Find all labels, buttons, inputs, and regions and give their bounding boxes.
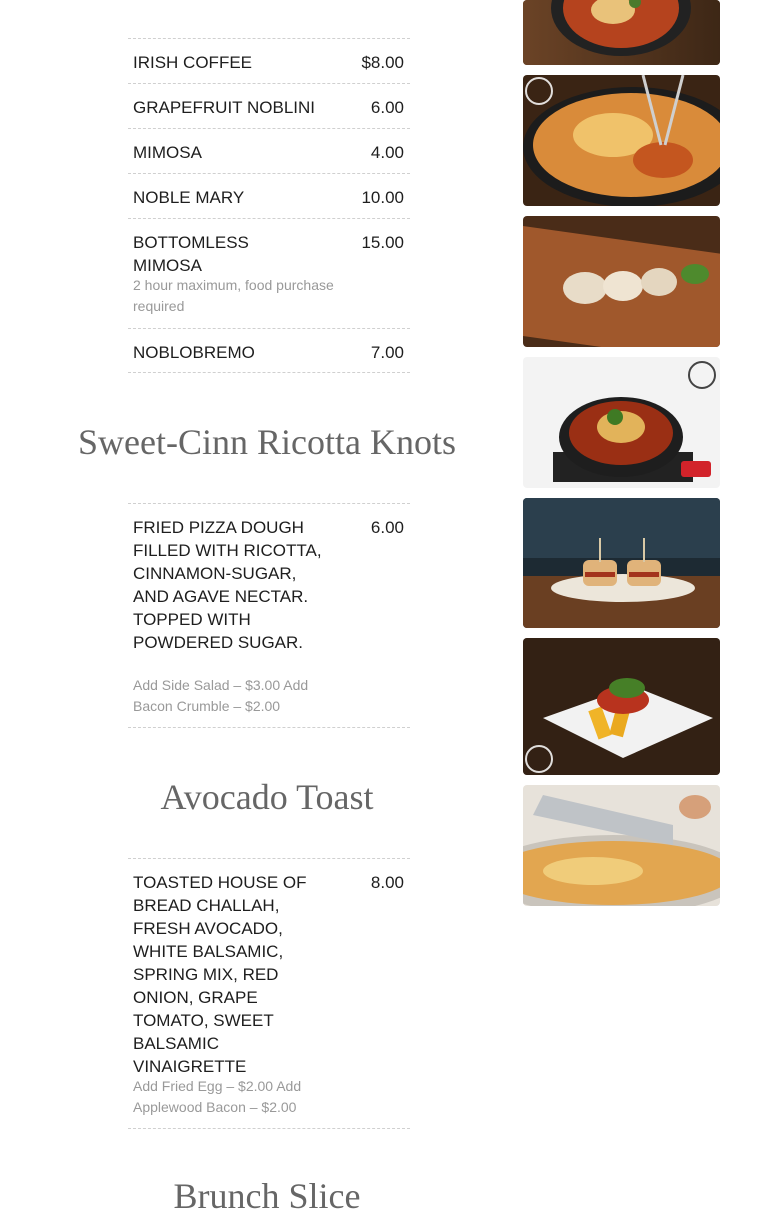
baked-pasta-skillet-photo[interactable] bbox=[523, 75, 720, 206]
garlic-knots-board-photo[interactable] bbox=[523, 216, 720, 347]
menu-item-name: GRAPEFRUIT NOBLINI bbox=[133, 98, 315, 117]
section-title-avocado-toast: Avocado Toast bbox=[160, 777, 374, 817]
restaurant-logo-icon bbox=[525, 745, 553, 773]
menu-item-noble-mary bbox=[128, 173, 410, 218]
divider bbox=[128, 727, 410, 728]
menu-item-grapefruit-noblini bbox=[128, 83, 410, 128]
menu-item-price: 6.00 bbox=[370, 98, 404, 117]
skillet-dish-photo[interactable] bbox=[523, 0, 720, 65]
sliders-plate-photo[interactable] bbox=[523, 498, 720, 628]
menu-item-price: 4.00 bbox=[370, 143, 404, 162]
menu-item-mimosa bbox=[128, 128, 410, 173]
menu-item-bottomless-mimosa bbox=[128, 218, 410, 328]
divider bbox=[128, 1128, 410, 1129]
menu-item-name: MIMOSA bbox=[133, 143, 202, 162]
menu-item-price: 15.00 bbox=[361, 233, 404, 252]
menu-item-price: 6.00 bbox=[370, 518, 404, 537]
section-title-brunch-slice: Brunch Slice bbox=[173, 1176, 361, 1216]
menu-item-name: NOBLE MARY bbox=[133, 188, 245, 207]
meatball-skillet-photo[interactable] bbox=[523, 357, 720, 488]
restaurant-logo-icon bbox=[525, 77, 553, 105]
divider bbox=[128, 372, 410, 373]
menu-item-addons: Add Fried Egg – $2.00 Add Applewood Bacon – $2.00 bbox=[133, 1078, 302, 1115]
pizza-cutter-photo[interactable] bbox=[523, 785, 720, 906]
menu-item-addons: Add Side Salad – $3.00 Add Bacon Crumble – $2.00 bbox=[133, 677, 309, 714]
menu-item-note: 2 hour maximum, food purchase required bbox=[133, 277, 334, 314]
restaurant-logo-icon bbox=[688, 361, 716, 389]
menu-item-price: 10.00 bbox=[361, 188, 404, 207]
menu-item-name: IRISH COFFEE bbox=[133, 53, 253, 72]
menu-item-name: BOTTOMLESS MIMOSA bbox=[133, 233, 249, 275]
section-title-ricotta-knots: Sweet-Cinn Ricotta Knots bbox=[78, 422, 456, 462]
fried-polenta-plate-photo[interactable] bbox=[523, 638, 720, 775]
menu-item-avocado-toast bbox=[128, 858, 410, 1129]
menu-item-ricotta-knots bbox=[128, 503, 410, 728]
menu-item-name: NOBLOBREMO bbox=[133, 343, 255, 362]
menu-item-price: $8.00 bbox=[361, 53, 404, 72]
menu-item-description: TOASTED HOUSE OF BREAD CHALLAH, FRESH AVOCADO, WHITE BALSAMIC, SPRING MIX, RED ONION, GRAPE TOMATO, SWEET BALSAMIC VINAIGRETTE bbox=[133, 873, 307, 1076]
menu-item-noblobremo bbox=[128, 328, 410, 373]
menu-item-irish-coffee bbox=[128, 38, 410, 83]
menu-item-price: 7.00 bbox=[370, 343, 404, 362]
menu-item-price: 8.00 bbox=[370, 873, 404, 892]
menu-item-description: FRIED PIZZA DOUGH FILLED WITH RICOTTA, CINNAMON-SUGAR, AND AGAVE NECTAR. TOPPED WITH POWDERED SUGAR. bbox=[133, 518, 322, 652]
